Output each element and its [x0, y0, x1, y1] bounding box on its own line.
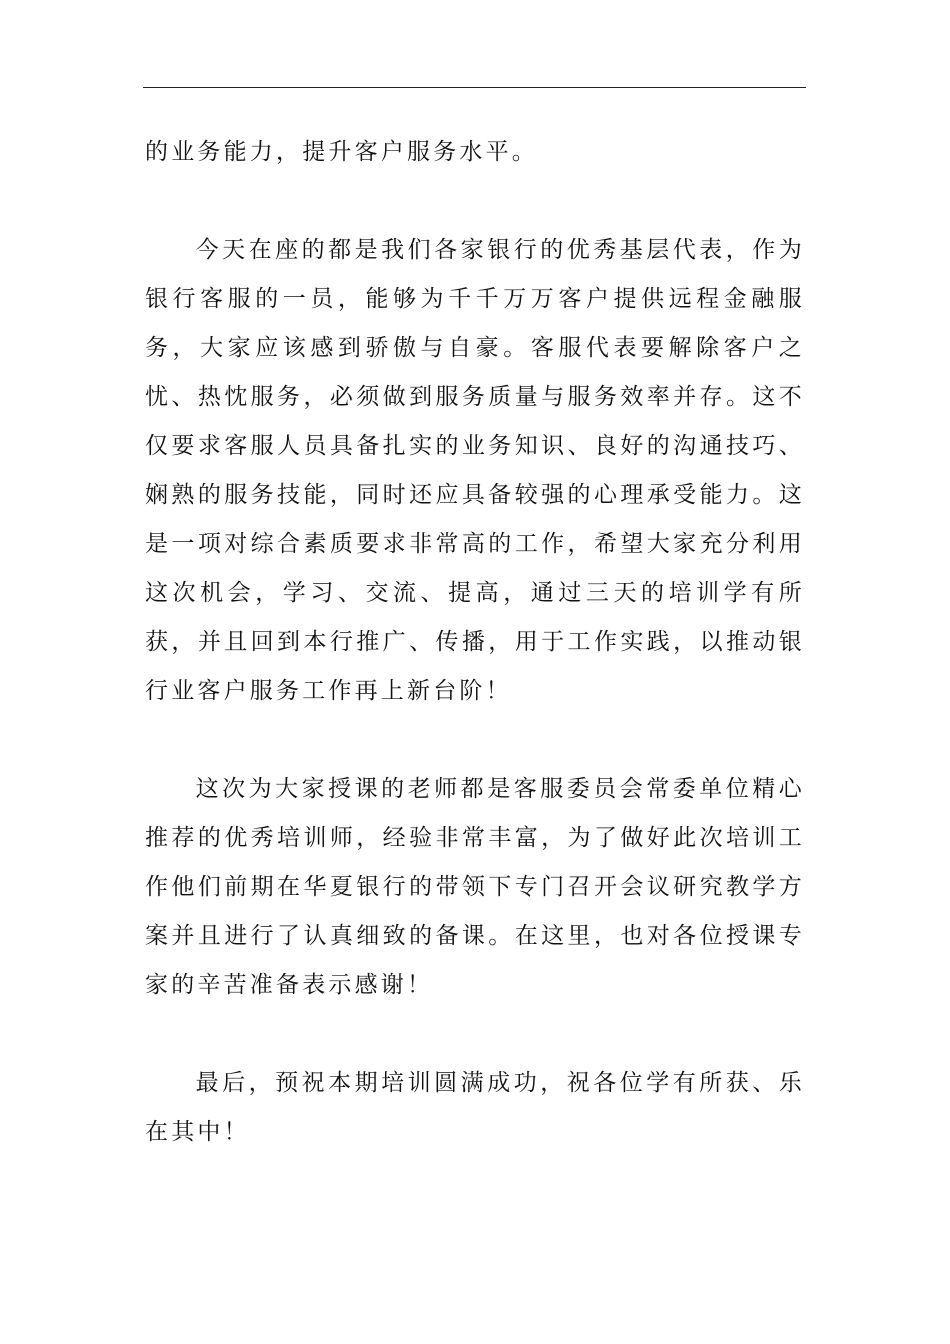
paragraph-closing: 最后，预祝本期培训圆满成功，祝各位学有所获、乐在其中！ [145, 1070, 805, 1145]
paragraph-representatives: 今天在座的都是我们各家银行的优秀基层代表，作为银行客服的一员，能够为千千万万客户提供远程金融服务，大家应该感到骄傲与自豪。客服代表要解除客户之忧、热忱服务，必须做到服务质量与服务效率并存。这不仅要求客服人员具备扎实的业务知识、良好的沟通技巧、娴熟的服务技能，同时还应具备较强的心理承受能力。这是一项对综合素质要求非常高的工作，希望大家充分利用这次机会，学习、交流、提高，通过三天的培训学有所获，并且回到本行推广、传播，用于工作实践，以推动银行业客户服务工作再上新台阶！ [145, 237, 805, 704]
paragraph-spacer [145, 716, 805, 765]
paragraph-spacer [145, 177, 805, 226]
paragraph-continuation: 的业务能力，提升客户服务水平。 [145, 139, 538, 165]
header-rule [143, 87, 806, 88]
document-body [145, 128, 805, 1157]
paragraph-spacer [145, 1010, 805, 1059]
paragraph-trainers: 这次为大家授课的老师都是客服委员会常委单位精心推荐的优秀培训师，经验非常丰富，为了做好此次培训工作他们前期在华夏银行的带领下专门召开会议研究教学方案并且进行了认真细致的备课。在这里，也对各位授课专家的辛苦准备表示感谢！ [145, 776, 805, 998]
